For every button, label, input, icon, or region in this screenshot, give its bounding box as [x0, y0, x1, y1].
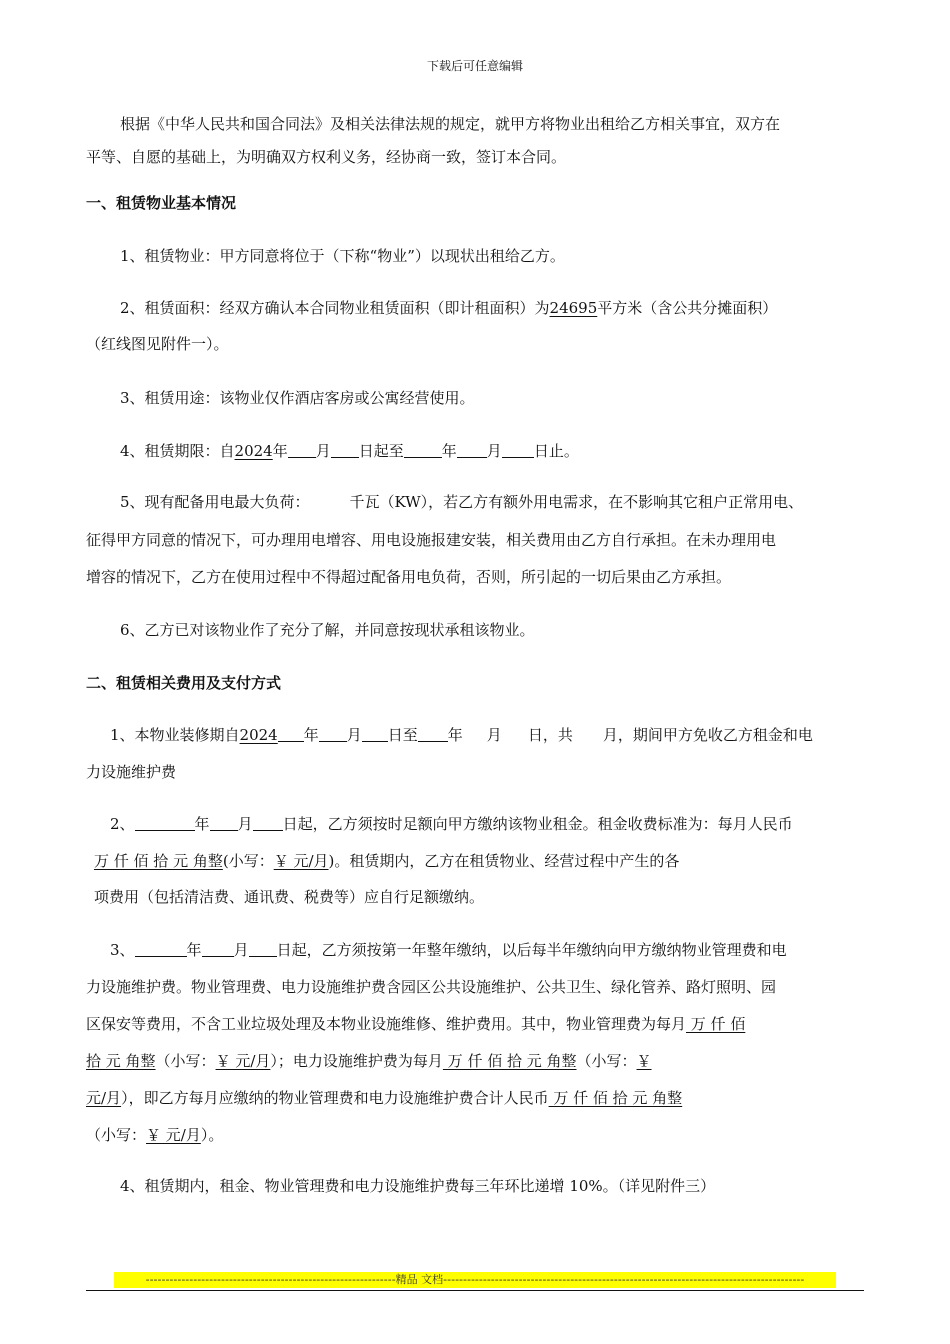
s2-item3-elec-small-cont: 元/月 — [86, 1089, 122, 1107]
s2-item2-amount: 万 仟 佰 拾 元 角整 — [94, 852, 223, 870]
s1-item3: 3、租赁用途：该物业仅作酒店客房或公寓经营使用。 — [120, 389, 475, 407]
s2-item2-small-pre: (小写： — [222, 852, 274, 870]
s2-item3-line4 — [86, 1051, 652, 1071]
s1-item5-pre: 5、现有配备用电最大负荷： — [120, 493, 310, 511]
s2-item2-small: ￥ 元/月 — [273, 852, 329, 870]
blank-reno-month[interactable] — [319, 725, 347, 742]
s1-item5-line3: 增容的情况下，乙方在使用过程中不得超过配备用电负荷，否则，所引起的一切后果由乙方承担。 — [86, 568, 732, 586]
s2-item1-end-month-unit: 月 — [486, 726, 502, 744]
blank-reno-end-year[interactable] — [418, 725, 448, 742]
blank-rent-month[interactable] — [210, 814, 238, 831]
s1-item4 — [120, 441, 579, 461]
s2-item3-total-small: ￥ 元/月 — [146, 1126, 201, 1144]
s2-item3-total-amount: 万 仟 佰 拾 元 角整 — [548, 1089, 683, 1107]
s2-item1-end-year-unit: 年 — [447, 726, 463, 744]
s2-item1-day-unit: 日至 — [387, 726, 418, 744]
s1-item2 — [120, 298, 777, 318]
intro-line-2: 平等、自愿的基础上，为明确双方权利义务，经协商一致，签订本合同。 — [86, 148, 567, 166]
s2-item2-label: 2、 — [110, 815, 135, 833]
s1-item4-end-year-unit: 年 — [441, 442, 457, 460]
section1-title: 一、租赁物业基本情况 — [86, 194, 237, 212]
s1-item1: 1、租赁物业：甲方同意将位于（下称“物业”）以现状出租给乙方。 — [120, 247, 565, 265]
s2-item1-year-unit: 年 — [303, 726, 319, 744]
s2-item3-total-small-post: ）。 — [200, 1126, 224, 1144]
s1-item2-pre: 2、租赁面积：经双方确认本合同物业租赁面积（即计租面积）为 — [120, 299, 550, 317]
s2-item3-line3-text: 区保安等费用，不含工业垃圾处理及本物业设施维修、维护费用。其中，物业管理费为每月 — [86, 1015, 687, 1033]
s1-item4-day-unit: 日起至 — [358, 442, 404, 460]
s2-item2-post: 日起，乙方须按时足额向甲方缴纳该物业租金。租金收费标准为：每月人民币 — [282, 815, 793, 833]
s2-item2-line2 — [94, 851, 679, 871]
s1-item5-line2: 征得甲方同意的情况下，可办理用电增容、用电设施报建安装，相关费用由乙方自行承担。在未办理用电 — [86, 531, 777, 549]
s1-item6: 6、乙方已对该物业作了充分了解，并同意按现状承租该物业。 — [120, 621, 535, 639]
s2-item1-year: 2024 — [239, 726, 278, 744]
s1-item4-pre: 4、租赁期限：自 — [120, 442, 235, 460]
s2-item3 — [110, 940, 787, 960]
s2-item3-elec-small-pre: （小写： — [576, 1052, 637, 1070]
s1-item4-end-day-unit: 日止。 — [533, 442, 579, 460]
blank-rent-year[interactable] — [135, 814, 195, 831]
s2-item3-total-pre: ），即乙方每月应缴纳的物业管理费和电力设施维护费合计人民币 — [121, 1089, 549, 1107]
s1-item2-post: 平方米（含公共分摊面积） — [597, 299, 778, 317]
s2-item1-post: 月，期间甲方免收乙方租金和电 — [602, 726, 813, 744]
blank-fee-month[interactable] — [202, 940, 234, 957]
s2-item3-post: 日起，乙方须按第一年整年缴纳，以后每半年缴纳向甲方缴纳物业管理费和电 — [276, 941, 787, 959]
s2-item3-mgmt-amount-cont: 拾 元 角整 — [86, 1052, 156, 1070]
s2-item3-year-unit: 年 — [186, 941, 202, 959]
intro-line-1: 根据《中华人民共和国合同法》及相关法律法规的规定，就甲方将物业出租给乙方相关事宜，双方在 — [120, 115, 781, 133]
s2-item3-small-pre: （小写： — [155, 1052, 216, 1070]
footer-label: 精品 文档 — [395, 1273, 444, 1286]
s2-item3-line5 — [86, 1088, 682, 1108]
s1-item4-month-unit: 月 — [315, 442, 331, 460]
footer-watermark — [114, 1272, 836, 1288]
blank-end-month[interactable] — [457, 441, 487, 458]
footer-dashes-right: ------------------------------------------------------------------------------------------- — [443, 1273, 805, 1286]
s2-item1-pre: 1、本物业装修期自 — [110, 726, 240, 744]
blank-rent-day[interactable] — [253, 814, 283, 831]
s2-item1-end-day-unit: 日，共 — [527, 726, 573, 744]
s1-item4-year-unit: 年 — [272, 442, 288, 460]
section2-title: 二、租赁相关费用及支付方式 — [86, 674, 282, 692]
s1-item2-area: 24695 — [549, 299, 598, 317]
s2-item2-small-post: )。租赁期内，乙方在租赁物业、经营过程中产生的各 — [328, 852, 680, 870]
blank-fee-year[interactable] — [135, 940, 187, 957]
s2-item3-label: 3、 — [110, 941, 135, 959]
blank-end-year[interactable] — [404, 441, 442, 458]
footer-rule — [86, 1290, 864, 1291]
s2-item3-elec-pre: ）；电力设施维护费为每月 — [270, 1052, 443, 1070]
s2-item3-month-unit: 月 — [233, 941, 249, 959]
s2-item1-month-unit: 月 — [346, 726, 362, 744]
s2-item2-line3: 项费用（包括清洁费、通讯费、税费等）应自行足额缴纳。 — [94, 888, 485, 906]
s2-item4: 4、租赁期内，租金、物业管理费和电力设施维护费每三年环比递增 10%。（详见附件三） — [120, 1177, 716, 1195]
s1-item5 — [120, 492, 803, 512]
s2-item3-total-small-pre: （小写： — [86, 1126, 147, 1144]
s2-item1 — [110, 725, 813, 745]
blank-end-day[interactable] — [502, 441, 534, 458]
s1-item2-line2: （红线图见附件一）。 — [86, 335, 229, 353]
s2-item2-year-unit: 年 — [194, 815, 210, 833]
s1-item4-year: 2024 — [234, 442, 273, 460]
s1-item5-post: 千瓦（KW），若乙方有额外用电需求，在不影响其它租户正常用电、 — [349, 493, 804, 511]
s2-item3-elec-amount: 万 仟 佰 拾 元 角整 — [442, 1052, 577, 1070]
s1-item4-end-month-unit: 月 — [486, 442, 502, 460]
blank-reno-year[interactable] — [278, 725, 304, 742]
blank-fee-day[interactable] — [249, 940, 277, 957]
page-header: 下载后可任意编辑 — [426, 59, 523, 73]
s2-item2 — [110, 814, 793, 834]
footer-dashes-left: --------------------------------------------------------------- — [145, 1273, 396, 1286]
s2-item1-line2: 力设施维护费 — [86, 763, 177, 781]
blank-reno-day[interactable] — [362, 725, 388, 742]
s2-item3-line6 — [86, 1125, 223, 1145]
s2-item3-line3 — [86, 1014, 745, 1034]
s2-item2-month-unit: 月 — [237, 815, 253, 833]
s2-item3-mgmt-small: ￥ 元/月 — [215, 1052, 271, 1070]
s2-item3-line2: 力设施维护费。物业管理费、电力设施维护费含园区公共设施维护、公共卫生、绿化管养、路灯照明、园 — [86, 978, 777, 996]
s2-item3-elec-small: ￥ — [636, 1052, 652, 1070]
blank-day[interactable] — [331, 441, 359, 458]
blank-month[interactable] — [288, 441, 316, 458]
s2-item3-mgmt-amount: 万 仟 佰 — [686, 1015, 746, 1033]
